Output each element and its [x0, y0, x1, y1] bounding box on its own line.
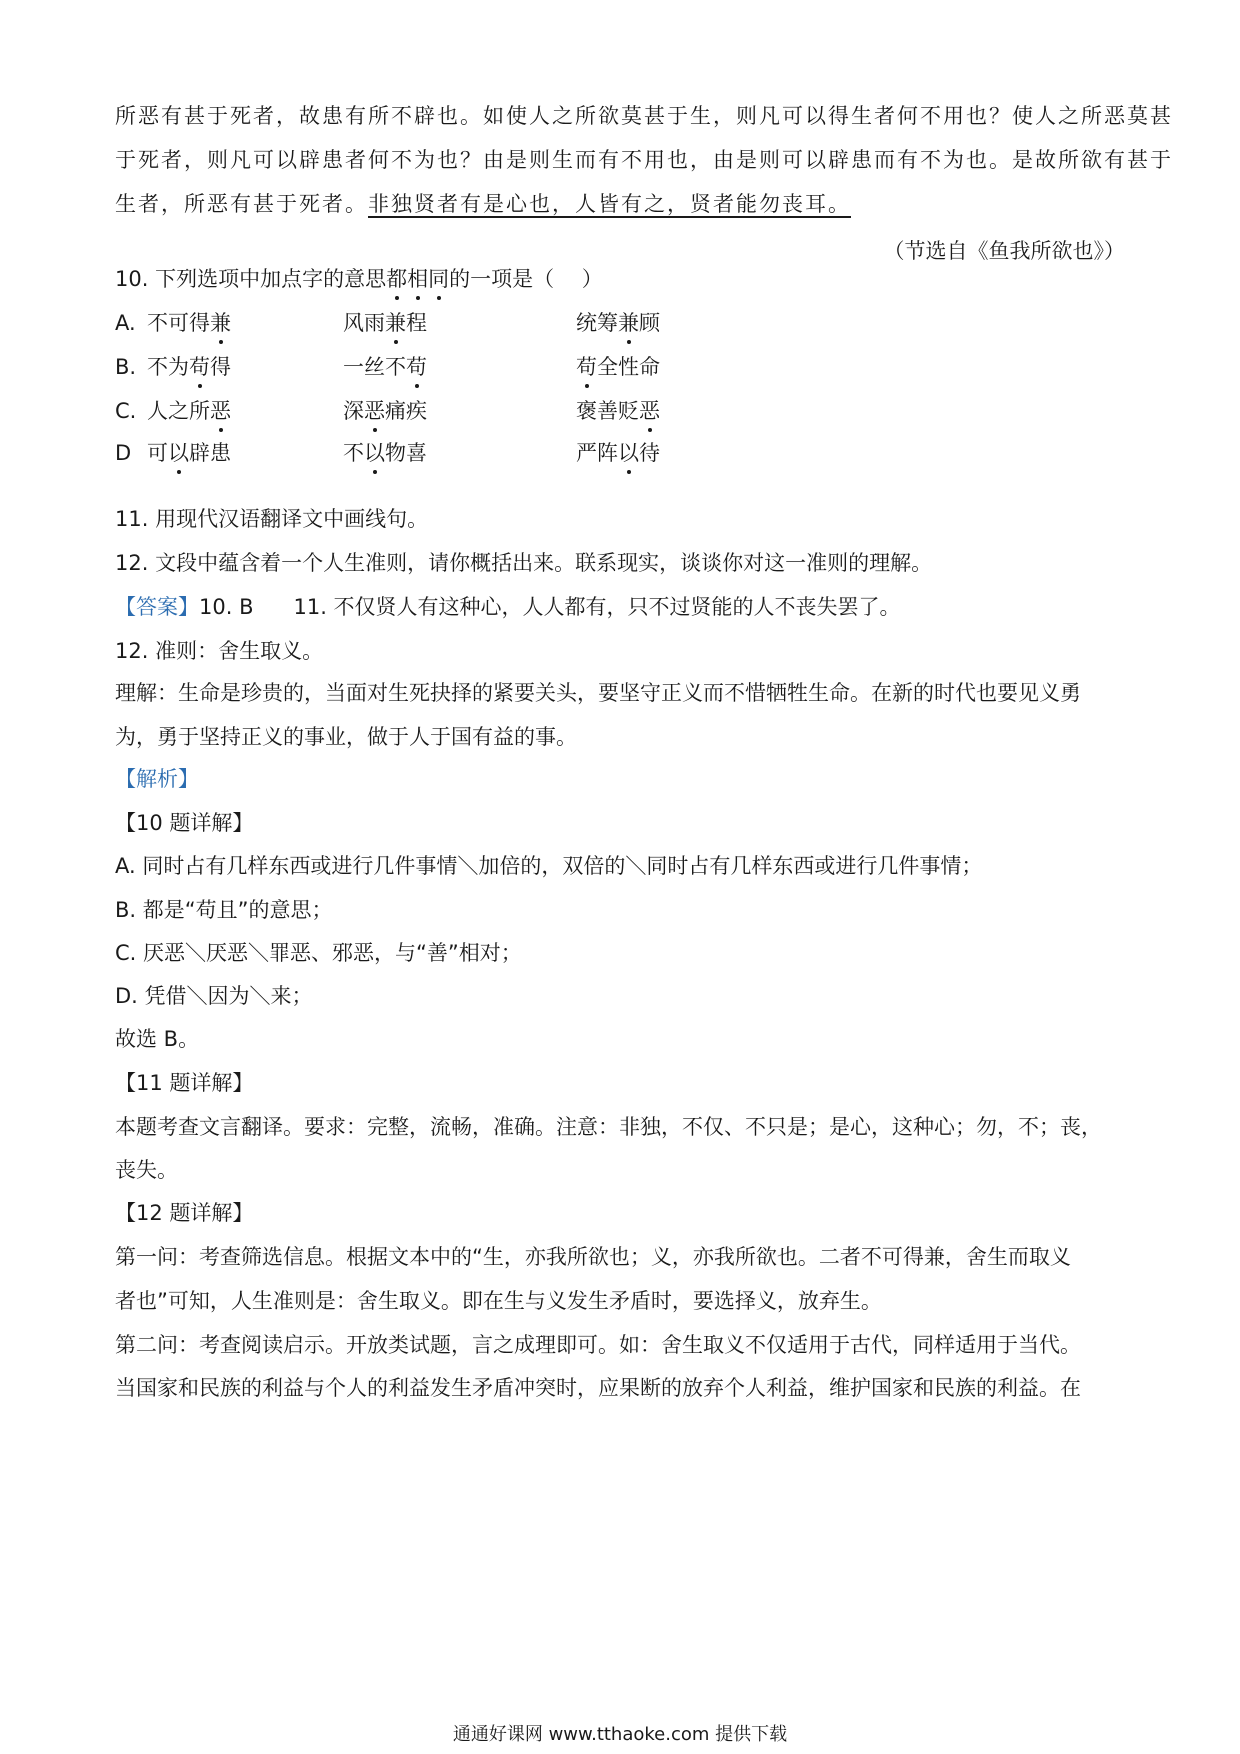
passage-line: 于死者，则凡可以辟患者何不为也？由是则生而有不用也，由是则可以辟患而有不为也。是故所欲有甚于	[115, 148, 1173, 172]
word-part: 痛疾	[385, 399, 427, 423]
word-part: 得	[210, 355, 231, 379]
answer-11: 11. 不仅贤人有这种心，人人都有，只不过贤能的人不丧失罢了。	[293, 595, 901, 619]
word-part: 不为	[147, 355, 189, 379]
word-part: 深	[343, 399, 364, 423]
section-title: 【12 题详解】	[115, 1201, 254, 1225]
stem-text: 10. 下列选项中加点字的意思	[115, 267, 387, 291]
option-word	[576, 308, 660, 338]
option-word	[576, 438, 660, 468]
dotted-char: 苟	[406, 352, 427, 382]
dotted-char: 兼	[618, 308, 639, 338]
dotted-char: 相	[407, 264, 428, 294]
option-word	[576, 396, 660, 426]
word-part: 辟患	[189, 441, 231, 465]
dotted-char: 恶	[364, 396, 385, 426]
word-part: 风雨	[343, 311, 385, 335]
question-12: 12. 文段中蕴含着一个人生准则，请你概括出来。联系现实，谈谈你对这一准则的理解。	[115, 551, 933, 575]
option-label: D	[115, 441, 132, 465]
option-word	[576, 352, 660, 382]
option-label: A.	[115, 311, 136, 335]
option-word	[147, 308, 231, 338]
analysis-line: 第二问：考查阅读启示。开放类试题，言之成理即可。如：舍生取义不仅适用于古代，同样适用于当代。	[115, 1333, 1081, 1357]
passage-source: （节选自《鱼我所欲也》）	[883, 239, 1125, 263]
analysis-line: A. 同时占有几样东西或进行几件事情＼加倍的，双倍的＼同时占有几样东西或进行几件事情；	[115, 854, 983, 878]
analysis-line: 当国家和民族的利益与个人的利益发生矛盾冲突时，应果断的放弃个人利益，维护国家和民族的利益。在	[115, 1376, 1081, 1400]
answer-12-rule: 12. 准则：舍生取义。	[115, 639, 324, 663]
option-label: B.	[115, 355, 137, 379]
option-word	[147, 396, 231, 426]
option-word	[343, 352, 427, 382]
question-11: 11. 用现代汉语翻译文中画线句。	[115, 507, 429, 531]
word-part: 人之所	[147, 399, 210, 423]
analysis-tag: 【解析】	[115, 767, 199, 791]
dotted-char: 兼	[385, 308, 406, 338]
word-part: 褒善贬	[576, 399, 639, 423]
underlined-sentence: 非独贤者有是心也，人皆有之，贤者能勿丧耳。	[368, 192, 851, 216]
dotted-char: 苟	[189, 352, 210, 382]
analysis-line: 第一问：考查筛选信息。根据文本中的“生，亦我所欲也；义，亦我所欲也。二者不可得兼，舍生而取义	[115, 1245, 1071, 1269]
dotted-char: 恶	[210, 396, 231, 426]
dotted-char: 苟	[576, 352, 597, 382]
dotted-char: 以	[618, 438, 639, 468]
question-10-stem	[115, 264, 1125, 294]
word-part: 顾	[639, 311, 660, 335]
analysis-line: D. 凭借＼因为＼来；	[115, 984, 313, 1008]
passage-line	[115, 189, 1125, 219]
answer-tag: 【答案】	[115, 595, 199, 619]
dotted-char: 同	[428, 264, 449, 294]
section-title: 【10 题详解】	[115, 811, 254, 835]
answer-12-understanding: 理解：生命是珍贵的，当面对生死抉择的紧要关头，要坚守正义而不惜牺牲生命。在新的时代也要见义勇	[115, 681, 1081, 705]
option-word	[147, 438, 231, 468]
word-part: 一丝不	[343, 355, 406, 379]
passage-line: 所恶有甚于死者，故患有所不辟也。如使人之所欲莫甚于生，则凡可以得生者何不用也？使人之所恶莫甚	[115, 104, 1173, 128]
word-part: 严阵	[576, 441, 618, 465]
option-label: C.	[115, 399, 137, 423]
passage-text: 生者，所恶有甚于死者。	[115, 192, 368, 216]
option-word	[343, 396, 427, 426]
dotted-char: 兼	[210, 308, 231, 338]
footer-source[interactable]: 通通好课网 www.tthaoke.com 提供下载	[452, 1724, 788, 1745]
analysis-line: 者也”可知，人生准则是：舍生取义。即在生与义发生矛盾时，要选择义，放弃生。	[115, 1289, 882, 1313]
option-word	[343, 308, 427, 338]
analysis-line: 本题考查文言翻译。要求：完整，流畅，准确。注意：非独，不仅、不只是；是心，这种心；勿，不；丧，	[115, 1115, 1102, 1139]
section-title: 【11 题详解】	[115, 1071, 254, 1095]
word-part: 不	[343, 441, 364, 465]
word-part: 物喜	[385, 441, 427, 465]
analysis-line: C. 厌恶＼厌恶＼罪恶、邪恶，与“善”相对；	[115, 941, 522, 965]
answer-10: 10. B	[199, 595, 254, 619]
answer-12-understanding: 为，勇于坚持正义的事业，做于人于国有益的事。	[115, 725, 577, 749]
dotted-char: 以	[168, 438, 189, 468]
dotted-char: 以	[364, 438, 385, 468]
word-part: 待	[639, 441, 660, 465]
analysis-line: 故选 B。	[115, 1027, 200, 1051]
dotted-char: 都	[386, 264, 407, 294]
word-part: 全性命	[597, 355, 660, 379]
analysis-line: B. 都是“苟且”的意思；	[115, 898, 333, 922]
word-part: 程	[406, 311, 427, 335]
dotted-char: 恶	[639, 396, 660, 426]
word-part: 不可得	[147, 311, 210, 335]
answer-line	[115, 592, 1125, 622]
analysis-line: 丧失。	[115, 1158, 178, 1182]
option-word	[147, 352, 231, 382]
word-part: 可	[147, 441, 168, 465]
word-part: 统筹	[576, 311, 618, 335]
stem-text: 的一项是（ ）	[449, 267, 603, 291]
option-word	[343, 438, 427, 468]
